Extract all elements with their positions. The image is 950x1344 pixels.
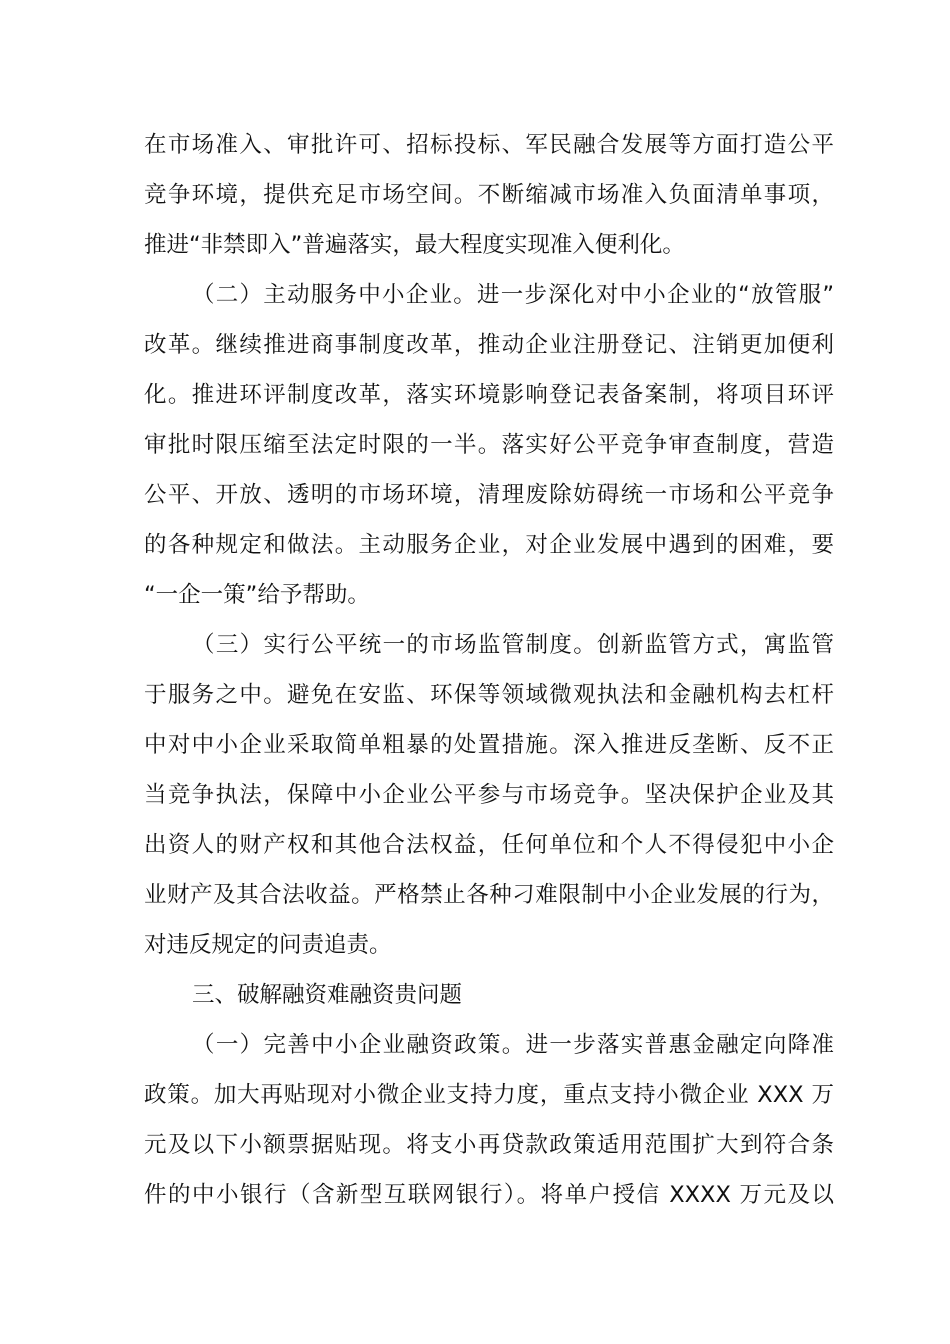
paragraph-line: 化。推进环评制度改革，落实环境影响登记表备案制，将项目环评 — [144, 382, 834, 408]
paragraph-line: 竞争环境，提供充足市场空间。不断缩减市场准入负面清单事项， — [144, 182, 834, 208]
paragraph-line: 推进“非禁即入”普遍落实，最大程度实现准入便利化。 — [144, 232, 685, 258]
paragraph-line: 在市场准入、审批许可、招标投标、军民融合发展等方面打造公平 — [144, 132, 834, 158]
paragraph-line: 公平、开放、透明的市场环境，清理废除妨碍统一市场和公平竞争 — [144, 482, 834, 508]
paragraph-line: （三）实行公平统一的市场监管制度。创新监管方式，寓监管 — [192, 632, 834, 658]
paragraph-line: 改革。继续推进商事制度改革，推动企业注册登记、注销更加便利 — [144, 332, 834, 358]
paragraph-line: 当竞争执法，保障中小企业公平参与市场竞争。坚决保护企业及其 — [144, 782, 834, 808]
paragraph-line: 元及以下小额票据贴现。将支小再贷款政策适用范围扩大到符合条 — [144, 1132, 834, 1158]
section-heading: 三、破解融资难融资贵问题 — [192, 982, 463, 1008]
paragraph-line: 审批时限压缩至法定时限的一半。落实好公平竞争审查制度，营造 — [144, 432, 834, 458]
paragraph-line: 出资人的财产权和其他合法权益，任何单位和个人不得侵犯中小企 — [144, 832, 834, 858]
paragraph-line: “一企一策”给予帮助。 — [144, 582, 370, 608]
paragraph-line: 业财产及其合法收益。严格禁止各种刁难限制中小企业发展的行为， — [144, 882, 834, 908]
paragraph-line: 件的中小银行（含新型互联网银行）。将单户授信 XXXX 万元及以 — [144, 1182, 834, 1208]
paragraph-line: 对违反规定的问责追责。 — [144, 932, 392, 958]
paragraph-line: （二）主动服务中小企业。进一步深化对中小企业的“放管服” — [192, 282, 834, 308]
paragraph-line: 于服务之中。避免在安监、环保等领域微观执法和金融机构去杠杆 — [144, 682, 834, 708]
paragraph-line: 的各种规定和做法。主动服务企业，对企业发展中遇到的困难，要 — [144, 532, 834, 558]
paragraph-line: 政策。加大再贴现对小微企业支持力度，重点支持小微企业 XXX 万 — [144, 1082, 834, 1108]
paragraph-line: （一）完善中小企业融资政策。进一步落实普惠金融定向降准 — [192, 1032, 834, 1058]
paragraph-line: 中对中小企业采取简单粗暴的处置措施。深入推进反垄断、反不正 — [144, 732, 834, 758]
